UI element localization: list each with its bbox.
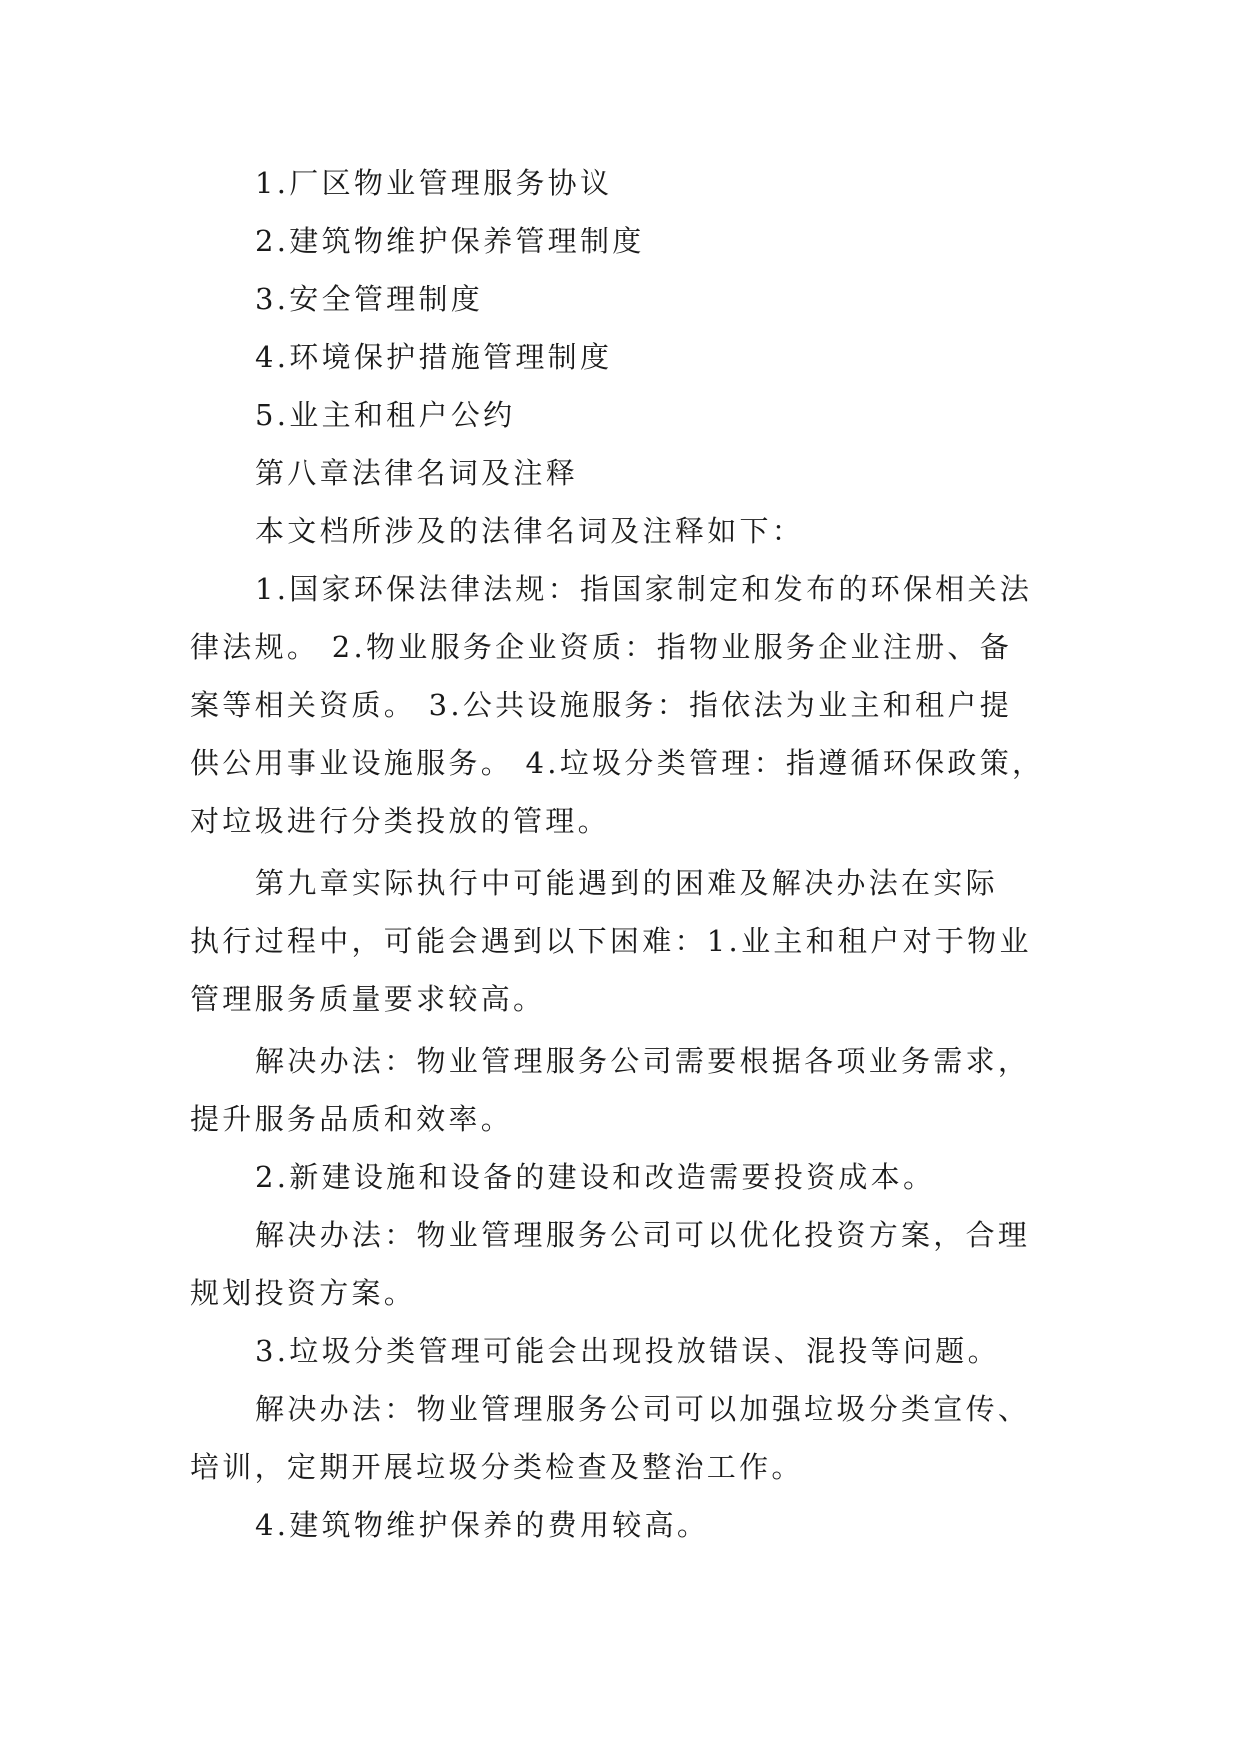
list-item-2: 2.建筑物维护保养管理制度 — [255, 224, 645, 258]
paragraph-line: 供公用事业设施服务。 4.垃圾分类管理：指遵循环保政策， — [190, 746, 1045, 780]
list-item-3: 3.安全管理制度 — [255, 282, 484, 316]
paragraph-line: 2.新建设施和设备的建设和改造需要投资成本。 — [255, 1160, 936, 1194]
paragraph-line: 解决办法：物业管理服务公司需要根据各项业务需求， — [255, 1044, 1031, 1078]
paragraph-line: 本文档所涉及的法律名词及注释如下： — [255, 514, 805, 548]
list-item-4: 4.环境保护措施管理制度 — [255, 340, 613, 374]
chapter-8-heading: 第八章法律名词及注释 — [255, 456, 579, 490]
list-item-5: 5.业主和租户公约 — [255, 398, 516, 432]
paragraph-line: 解决办法：物业管理服务公司可以优化投资方案，合理 — [255, 1218, 1031, 1252]
paragraph-line: 1.国家环保法律法规：指国家制定和发布的环保相关法 — [255, 572, 1033, 606]
paragraph-line: 执行过程中，可能会遇到以下困难：1.业主和租户对于物业 — [190, 924, 1032, 958]
paragraph-line: 4.建筑物维护保养的费用较高。 — [255, 1508, 710, 1542]
paragraph-line: 案等相关资质。 3.公共设施服务：指依法为业主和租户提 — [190, 688, 1012, 722]
paragraph-line: 对垃圾进行分类投放的管理。 — [190, 804, 610, 838]
paragraph-line: 律法规。 2.物业服务企业资质：指物业服务企业注册、备 — [190, 630, 1012, 664]
paragraph-line: 提升服务品质和效率。 — [190, 1102, 514, 1136]
chapter-9-heading: 第九章实际执行中可能遇到的困难及解决办法在实际 — [255, 866, 998, 900]
paragraph-line: 管理服务质量要求较高。 — [190, 982, 546, 1016]
paragraph-line: 解决办法：物业管理服务公司可以加强垃圾分类宣传、 — [255, 1392, 1031, 1426]
paragraph-line: 培训，定期开展垃圾分类检查及整治工作。 — [190, 1450, 804, 1484]
list-item-1: 1.厂区物业管理服务协议 — [255, 166, 613, 200]
paragraph-line: 规划投资方案。 — [190, 1276, 417, 1310]
paragraph-line: 3.垃圾分类管理可能会出现投放错误、混投等问题。 — [255, 1334, 1000, 1368]
